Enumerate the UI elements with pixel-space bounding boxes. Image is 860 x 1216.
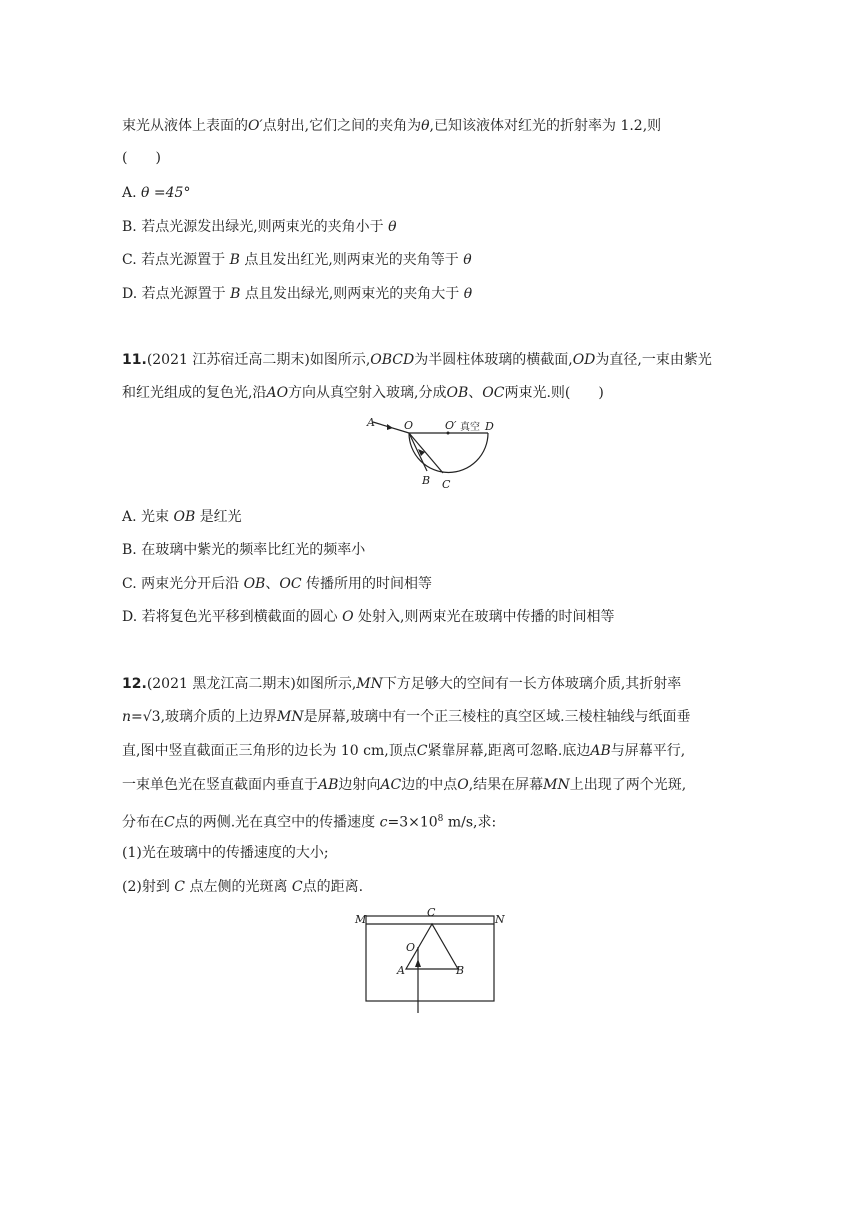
q11-option-c xyxy=(122,574,432,594)
q10-option-c-text: C. 若点光源置于 xyxy=(122,252,226,268)
q12-sub2-text-3: 点的距离. xyxy=(302,879,364,895)
q11-option-c-oc: OC xyxy=(279,576,302,592)
q11-option-a-text: A. 光束 xyxy=(122,509,170,525)
q12-text-1: (2021 黑龙江高二期末)如图所示, xyxy=(146,676,357,692)
q11-option-d-o: O xyxy=(342,609,354,625)
q12-mn-3: MN xyxy=(543,777,570,793)
q12-n-value: =√3 xyxy=(131,709,161,725)
q11-label-o: O xyxy=(404,419,414,432)
q10-option-b xyxy=(122,217,397,237)
q12-stem-line-5 xyxy=(122,809,496,833)
q10-stem-line xyxy=(122,116,661,136)
q12-ac: AC xyxy=(380,777,402,793)
q10-stem-text-2: 点射出,它们之间的夹角为 xyxy=(262,118,422,134)
q11-stem-line-2 xyxy=(122,383,604,403)
q11-option-c-ob: OB xyxy=(243,576,266,592)
q11-option-d xyxy=(122,607,614,627)
q12-label-m: M xyxy=(355,913,367,926)
q12-text-2: 下方足够大的空间有一长方体玻璃介质,其折射率 xyxy=(382,676,682,692)
q10-option-c-theta: θ xyxy=(463,252,472,268)
q12-stem-line-3 xyxy=(122,741,685,761)
q11-option-d-text-2: 处射入,则两束光在玻璃中传播的时间相等 xyxy=(358,609,615,625)
q11-number: 11. xyxy=(122,352,147,368)
q10-stem-text-3: ,已知该液体对红光的折射率为 1.2,则 xyxy=(429,118,662,134)
q12-text-11: ,结果在屏幕 xyxy=(468,777,544,793)
q10-answer-paren: ( ) xyxy=(122,150,161,166)
q12-c-exponent: 8 xyxy=(437,814,444,824)
q10-option-a xyxy=(122,183,190,203)
q12-figure xyxy=(352,905,522,1017)
q12-label-b: B xyxy=(456,964,465,977)
q10-option-d-point: B xyxy=(230,286,241,302)
q10-option-d-text: D. 若点光源置于 xyxy=(122,286,226,302)
q12-text-14: 点的两侧.光在真空中的传播速度 xyxy=(174,814,376,831)
q10-option-d-theta: θ xyxy=(463,286,473,302)
q12-label-o: O xyxy=(406,941,416,954)
q11-ao: AO xyxy=(266,385,289,401)
q12-text-10: 边的中点 xyxy=(401,777,458,793)
q12-sub2-text-2: 点左侧的光斑离 xyxy=(189,879,288,895)
q10-option-c-text-2: 点且发出红光,则两束光的夹角等于 xyxy=(244,252,459,268)
q12-stem-line-1 xyxy=(122,674,681,694)
q12-stem-line-4 xyxy=(122,775,686,795)
q11-figure xyxy=(360,412,500,496)
q11-text-3: 为直径,一束由紫光 xyxy=(595,352,712,368)
q12-c-value: =3×10 xyxy=(387,814,438,831)
q12-ab: AB xyxy=(590,743,611,759)
q11-od: OD xyxy=(572,352,596,368)
q12-text-4: 是屏幕,玻璃中有一个正三棱柱的真空区域.三棱柱轴线与纸面垂 xyxy=(303,709,691,725)
q11-label-a: A xyxy=(367,416,375,429)
q12-label-c: C xyxy=(427,906,436,919)
q12-stem-line-2 xyxy=(122,707,691,727)
q12-text-5: 直,图中竖直截面正三角形的边长为 10 cm,顶点 xyxy=(122,743,417,759)
q12-text-12: 上出现了两个光斑, xyxy=(569,777,687,793)
q12-glass-block xyxy=(366,916,494,1001)
q12-text-3: ,玻璃介质的上边界 xyxy=(160,709,278,725)
q11-text-2: 为半圆柱体玻璃的横截面, xyxy=(414,352,573,368)
q12-number: 12. xyxy=(122,676,147,692)
q11-sep: 、 xyxy=(468,385,483,401)
q11-arrow-head xyxy=(387,424,393,430)
q11-option-c-text: C. 两束光分开后沿 xyxy=(122,576,240,592)
q11-option-a xyxy=(122,507,242,527)
q12-ab-2: AB xyxy=(318,777,339,793)
q11-label-b: B xyxy=(422,474,431,487)
q11-option-d-text: D. 若将复色光平移到横截面的圆心 xyxy=(122,609,338,625)
q10-stem-text: 束光从液体上表面的 xyxy=(122,118,248,134)
q12-n: n xyxy=(122,709,132,725)
q12-sub-question-1: (1)光在玻璃中的传播速度的大小; xyxy=(122,845,329,861)
q11-stem-line-1 xyxy=(122,350,712,370)
q11-option-c-text-2: 传播所用的时间相等 xyxy=(306,576,432,592)
q12-c-2: C xyxy=(164,814,175,831)
q12-sub-question-2 xyxy=(122,877,363,897)
q12-text-13: 分布在 xyxy=(122,814,164,831)
q11-oc: OC xyxy=(482,385,505,401)
q10-theta: θ xyxy=(421,118,430,134)
q11-label-c: C xyxy=(442,478,451,491)
q12-c-unit: m/s,求: xyxy=(443,814,497,831)
q10-option-a-prefix: A. xyxy=(122,185,142,201)
q12-o: O xyxy=(457,777,469,793)
q11-obcd: OBCD xyxy=(370,352,415,368)
q10-point-o-prime: O′ xyxy=(248,118,263,134)
q12-ray-arrow xyxy=(415,959,421,967)
q11-label-o-prime: O′ xyxy=(445,419,457,432)
q11-option-b: B. 在玻璃中紫光的频率比红光的频率小 xyxy=(122,542,366,558)
q12-text-9: 边射向 xyxy=(338,777,381,793)
q12-label-a: A xyxy=(397,964,405,977)
q11-text-5: 方向从真空射入玻璃,分成 xyxy=(288,385,447,401)
q12-sub2-c-2: C xyxy=(291,879,303,895)
q11-label-vacuum: 真空 xyxy=(460,422,480,433)
q12-sub2-text: (2)射到 xyxy=(122,879,170,895)
q10-option-c xyxy=(122,250,472,270)
q12-mn: MN xyxy=(356,676,383,692)
q10-option-d xyxy=(122,284,472,304)
q12-text-8: 一束单色光在竖直截面内垂直于 xyxy=(122,777,318,793)
q11-text-1: (2021 江苏宿迁高二期末)如图所示, xyxy=(146,352,371,368)
q11-ob: OB xyxy=(446,385,469,401)
q10-option-d-text-2: 点且发出绿光,则两束光的夹角大于 xyxy=(244,286,460,302)
q12-c-speed: c xyxy=(379,814,388,831)
q11-option-a-text-2: 是红光 xyxy=(199,509,242,525)
q10-option-b-text: B. 若点光源发出绿光,则两束光的夹角小于 xyxy=(122,219,384,235)
q11-text-4: 和红光组成的复色光,沿 xyxy=(122,385,267,401)
q12-sub2-c: C xyxy=(174,879,186,895)
q11-option-c-sep: 、 xyxy=(265,576,280,592)
q12-text-6: 紧靠屏幕,距离可忽略.底边 xyxy=(427,743,591,759)
q10-option-b-theta: θ xyxy=(388,219,397,235)
q12-c: C xyxy=(416,743,428,759)
q10-option-c-point: B xyxy=(229,252,240,268)
q12-label-n: N xyxy=(495,913,505,926)
q12-text-7: 与屏幕平行, xyxy=(610,743,686,759)
q11-label-d: D xyxy=(485,420,494,433)
q11-option-a-ob: OB xyxy=(173,509,196,525)
q11-text-6: 两束光.则( ) xyxy=(504,385,604,401)
q10-option-a-text: θ =45° xyxy=(141,185,191,201)
q12-mn-2: MN xyxy=(277,709,304,725)
